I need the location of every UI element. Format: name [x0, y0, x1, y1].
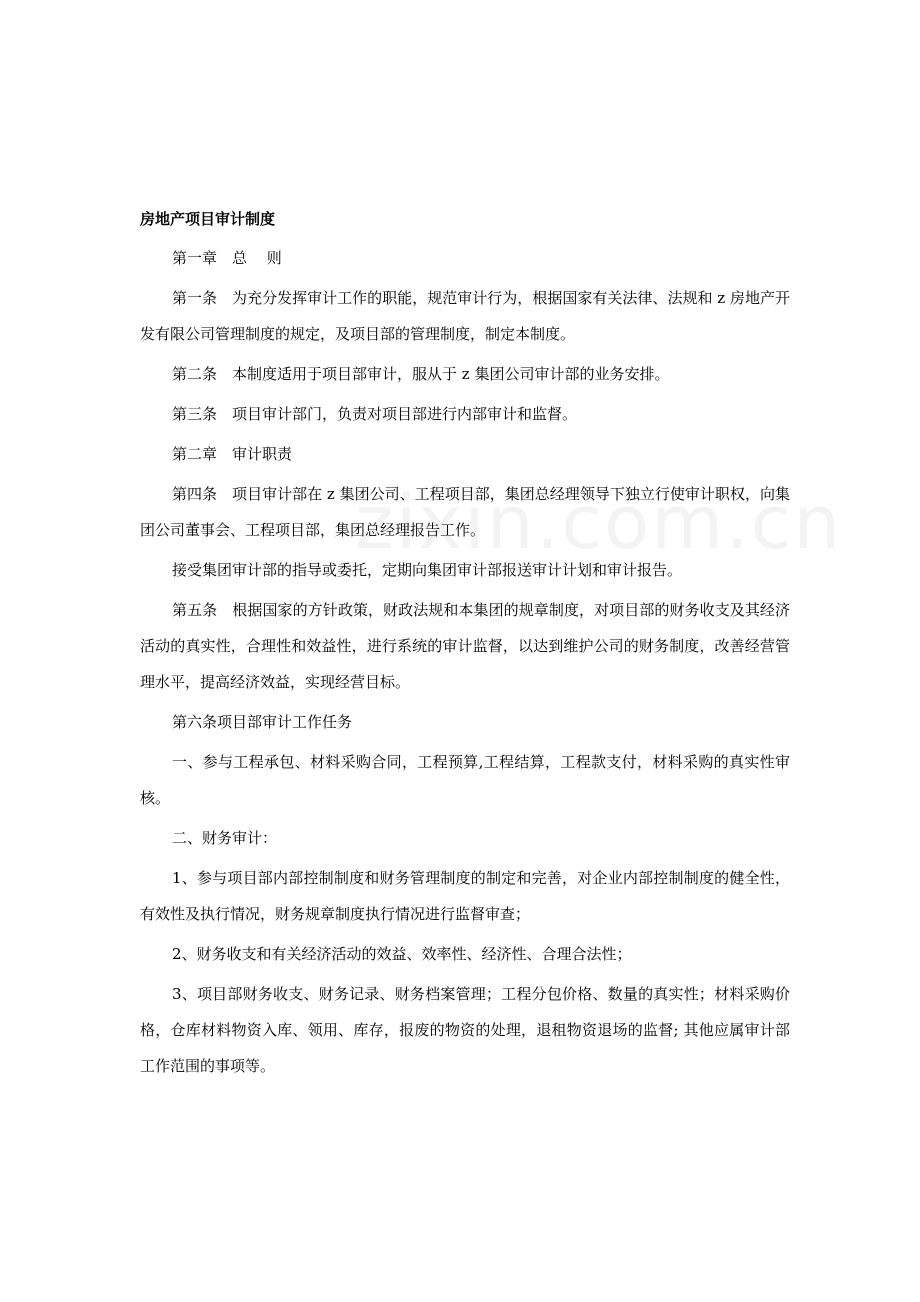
article-1: 第一条 为充分发挥审计工作的职能，规范审计行为，根据国家有关法律、法规和 z 房地产开发有限公司管理制度的规定，及项目部的管理制度，制定本制度。 — [140, 289, 790, 343]
chapter-1-heading: 第一章 总 则 — [172, 249, 282, 267]
article-6-heading: 第六条项目部审计工作任务 — [172, 713, 353, 731]
article-3: 第三条 项目审计部门，负责对项目部进行内部审计和监督。 — [172, 405, 578, 423]
article-4-continued: 接受集团审计部的指导或委托，定期向集团审计部报送审计计划和审计报告。 — [172, 561, 683, 579]
article-5: 第五条 根据国家的方针政策，财政法规和本集团的规章制度，对项目部的财务收支及其经济活动的真实性，合理性和效益性，进行系统的审计监督，以达到维护公司的财务制度，改善经营管理水平，提高经济效益，实现经营目标。 — [140, 601, 790, 691]
article-4: 第四条 项目审计部在 z 集团公司、工程项目部，集团总经理领导下独立行使审计职权，向集团公司董事会、工程项目部，集团总经理报告工作。 — [140, 485, 790, 539]
task-item-2-heading: 二、财务审计： — [172, 829, 278, 847]
financial-audit-item-3: 3、项目部财务收支、财务记录、财务档案管理；工程分包价格、数量的真实性；材料采购价格，仓库材料物资入库、领用、库存，报废的物资的处理，退租物资退场的监督; 其他应属审计部工作范围的事项等。 — [140, 985, 790, 1075]
document-page — [140, 208, 790, 1088]
article-2: 第二条 本制度适用于项目部审计，服从于 z 集团公司审计部的业务安排。 — [172, 365, 670, 383]
financial-audit-item-2: 2、财务收支和有关经济活动的效益、效率性、经济性、合理合法性； — [172, 945, 632, 963]
chapter-2-heading: 第二章 审计职责 — [172, 445, 293, 463]
financial-audit-item-1: 1、参与项目部内部控制制度和财务管理制度的制定和完善，对企业内部控制制度的健全性，有效性及执行情况，财务规章制度执行情况进行监督审查； — [140, 869, 790, 923]
task-item-1: 一、参与工程承包、材料采购合同，工程预算,工程结算，工程款支付，材料采购的真实性审核。 — [140, 753, 790, 807]
document-title: 房地产项目审计制度 — [140, 210, 276, 228]
